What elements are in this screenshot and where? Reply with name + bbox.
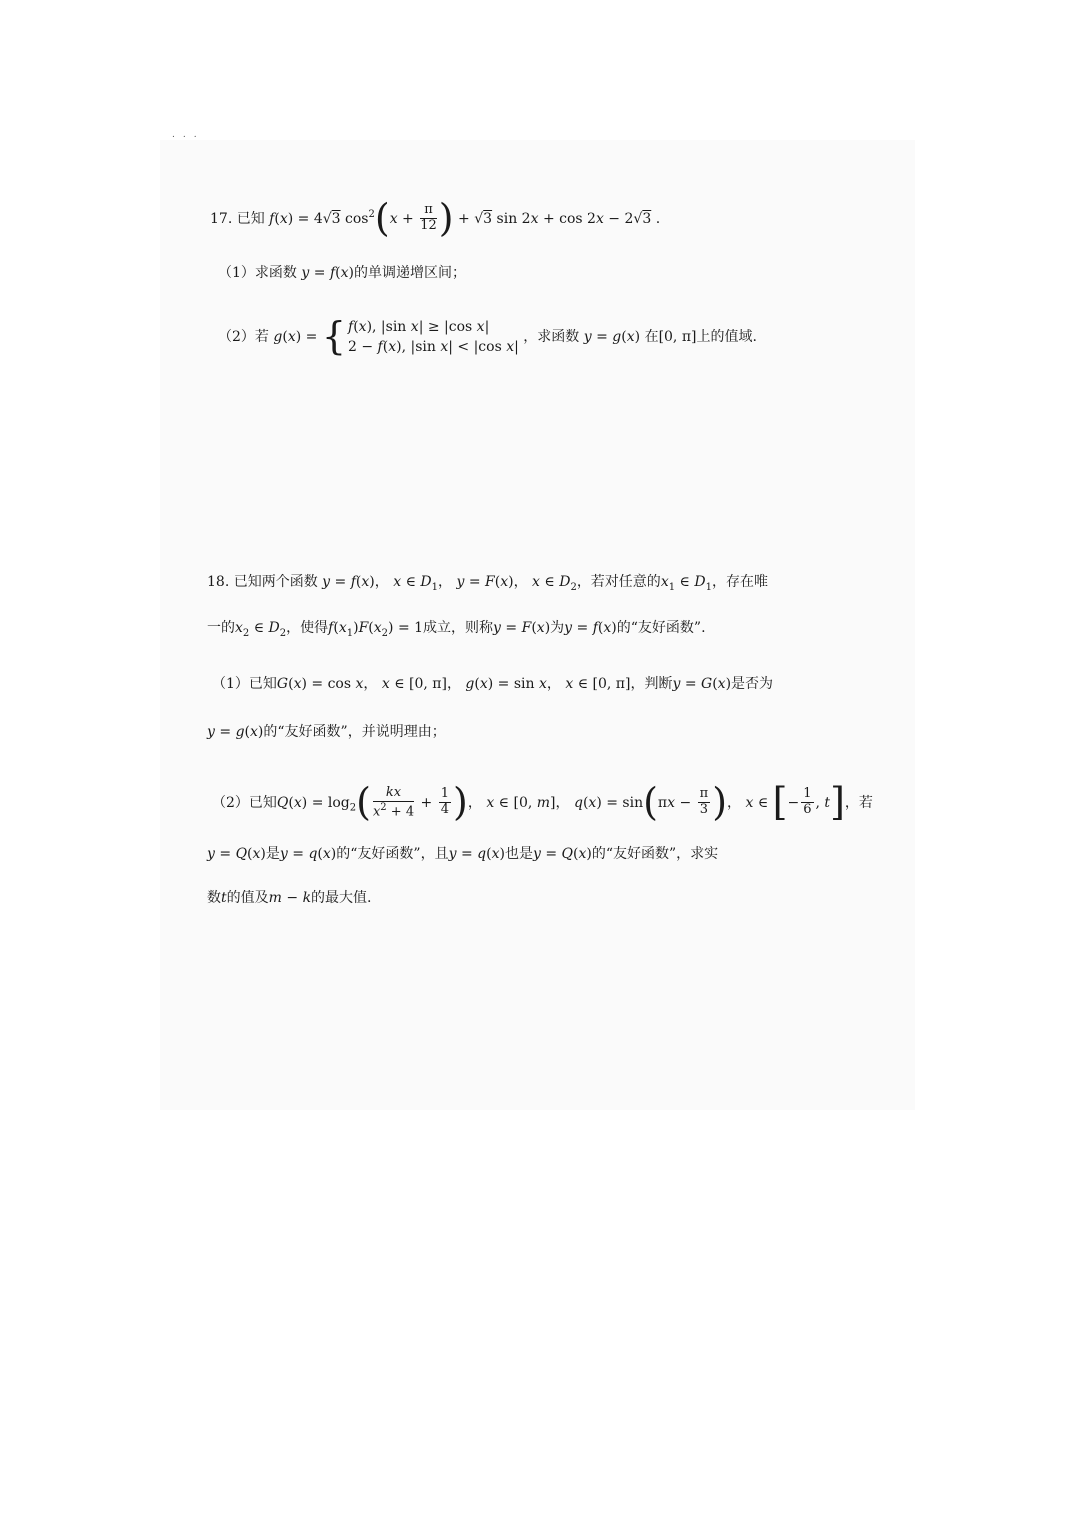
q17-part2: （2）若 g(x) = { f(x), |sin x| ≥ |cos x| 2 − f(x), |sin x| < |cos x| ，求函数 y = g(x) 在[0, π]上的值域. xyxy=(218,314,757,358)
q18-part1-line1: （1）已知G(x) = cos x， x ∈ [0, π]， g(x) = sin x， x ∈ [0, π]，判断y = G(x)是否为 xyxy=(212,676,774,692)
q18-stem-line2: 一的$x_2$ ∈ $D_2$，使得$f(x_1)F(x_2) = 1$成立，则称y = F(x)为y = f(x)的“友好函数”. xyxy=(207,620,706,639)
q18-part2-line1: （2）已知$Q(x) = \log_2$( $\frac{kx}{x^2 + 4}$ + $\frac{1}{4}$ )， x ∈ [0, m]， q(x) = sin(πx − $\frac{\pi}{3}$ )， x ∈ [− $\frac{1}{6}$ , t]，若 xyxy=(212,780,873,824)
q18-part2-line2: y = Q(x)是y = q(x)的“友好函数”，且y = q(x)也是y = Q(x)的“友好函数”，求实 xyxy=(207,846,719,862)
q18-part1-line2: y = g(x)的“友好函数”，并说明理由； xyxy=(207,724,446,740)
q17-part1: （1）求函数 y = f(x)的单调递增区间； xyxy=(218,265,466,281)
corner-mark: ... xyxy=(172,130,205,140)
q17-stem: 17. 已知 f(x) = 4√3 $\cos^2(x$ + $\frac{\pi}{12}$ ) + √3 sin 2x + cos 2x − 2√3 . xyxy=(210,196,661,240)
q18-part2-line3: 数t的值及m − k的最大值. xyxy=(207,890,372,906)
q18-stem-line1: 18. 已知两个函数 y = f(x)， x ∈ $D_1$， y = F(x)， x ∈ $D_2$，若对任意的$x_1$ ∈ $D_1$，存在唯 xyxy=(207,574,768,593)
q18-number: 18. xyxy=(207,574,230,590)
q17-number: 17. xyxy=(210,210,233,227)
